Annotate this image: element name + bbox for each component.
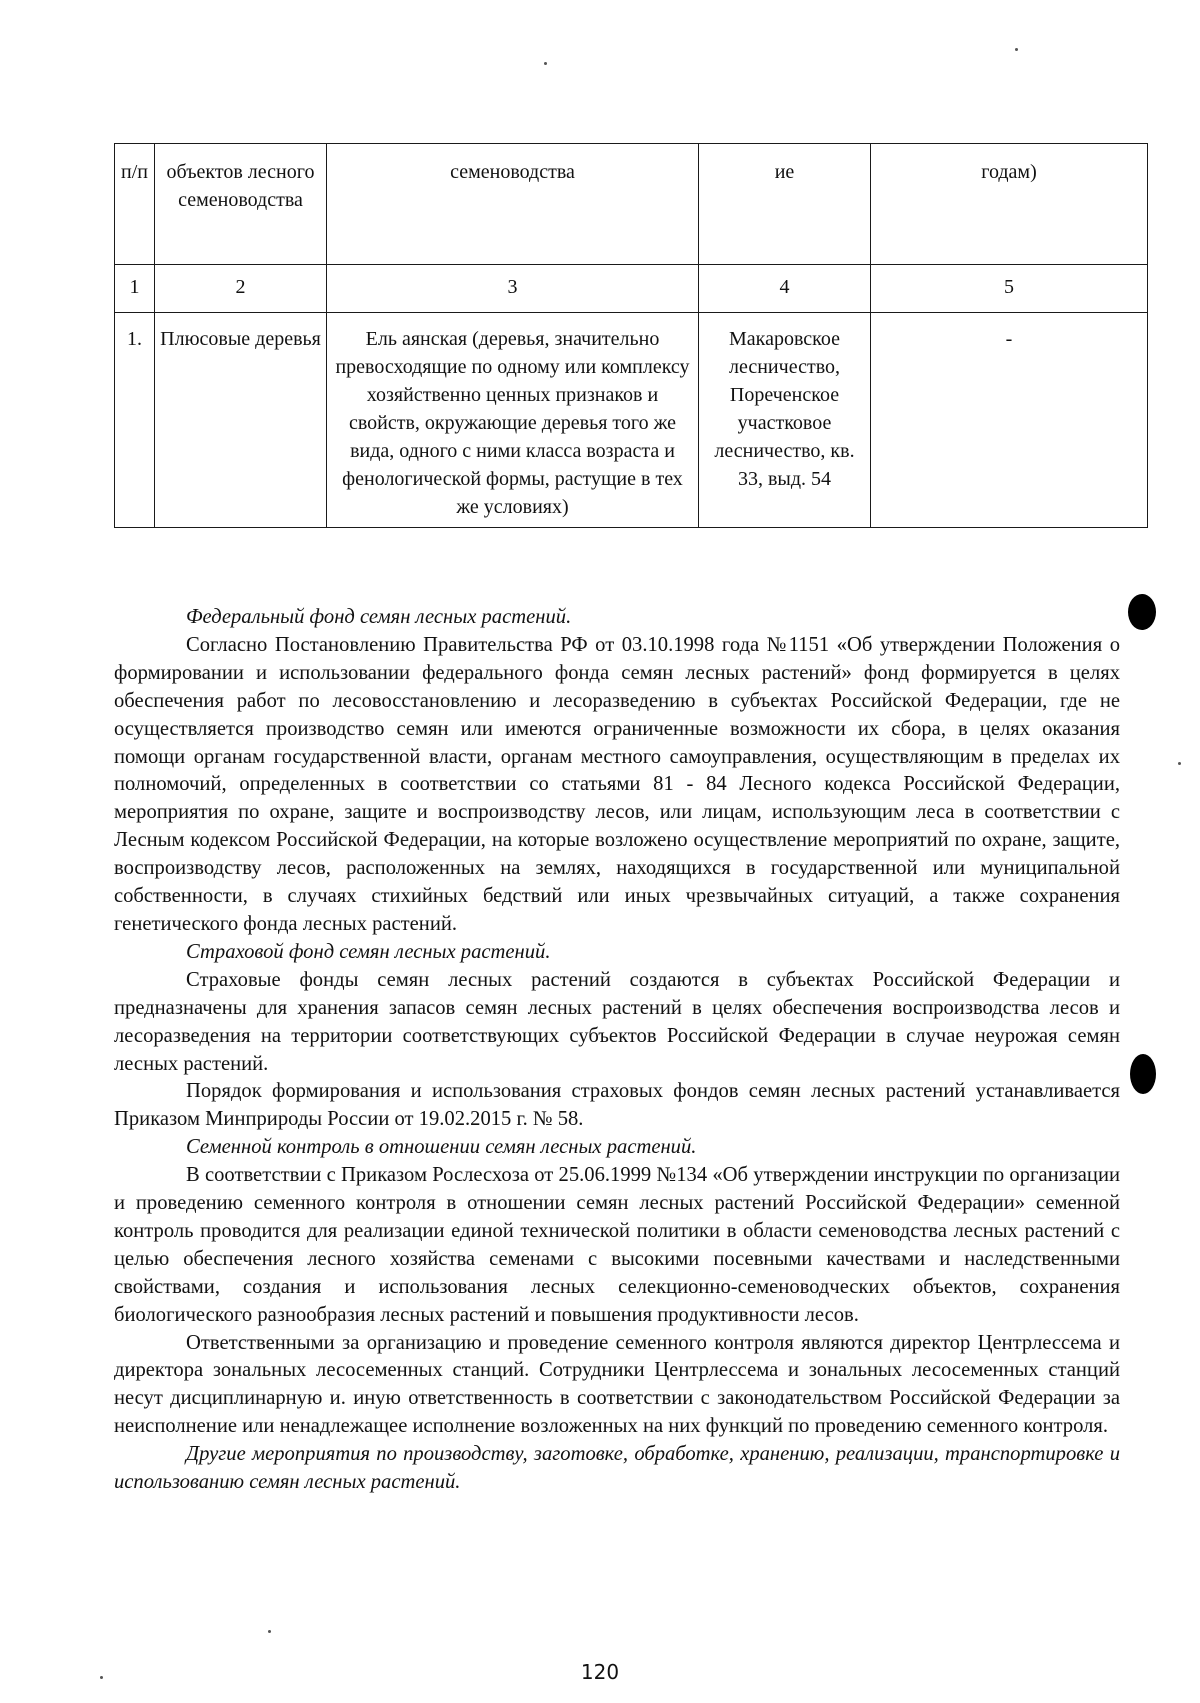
row-location: Макаровское лесничество, Пореченское участковое лесничество, кв. 33, выд. 54 [699, 313, 871, 528]
header-cell-location: ие [699, 144, 871, 265]
seed-objects-table [114, 143, 1148, 528]
column-number: 1 [115, 265, 155, 313]
federal-fund-paragraph: Согласно Постановлению Правительства РФ от 03.10.1998 года №1151 «Об утверждении Положения о формировании и использовании федерального фонда семян лесных растений» фонд формируется в целях обеспечения работ по лесовосстановлению и лесоразведению в субъектах Российской Федерации, где не осуществляется производство семян или имеются ограниченные возможности их сбора, в целях оказания помощи органам государственной власти, органам местного самоуправления, осуществляющим в пределах их полномочий, определенных в соответствии со статьями 81 - 84 Лесного кодекса Российской Федерации, мероприятия по охране, защите и воспроизводству лесов, или лицам, использующим леса в соответствии с Лесным кодексом Российской Федерации, на которые возложено осуществление мероприятий по охране, защите, воспроизводству лесов, расположенных на землях, находящихся в государственной или муниципальной собственности, в случаях стихийных бедствий или иных чрезвычайных ситуаций, а также сохранения генетического фонда лесных растений. [114, 633, 1120, 935]
insurance-fund-heading: Страховой фонд семян лесных растений. [186, 940, 551, 963]
column-number: 3 [327, 265, 699, 313]
column-number: 2 [155, 265, 327, 313]
seed-control-responsibility-paragraph: Ответственными за организацию и проведение семенного контроля являются директор Центрлессема и директора зональных лесосеменных станций. Сотрудники Центрлессема и зональных лесосеменных станций несут дисциплинарную и. иную ответственность в соответствии с законодательством Российской Федерации за неисполнение или ненадлежащее исполнение возложенных на них функций по проведению семенного контроля. [114, 1331, 1120, 1438]
other-measures-heading: Другие мероприятия по производству, заготовке, обработке, хранению, реализации, транспортировке и использованию семян лесных растений. [114, 1443, 1120, 1494]
page-number: 120 [580, 1660, 620, 1684]
column-number: 4 [699, 265, 871, 313]
header-cell-years: годам) [871, 144, 1148, 265]
insurance-fund-paragraph: Страховые фонды семян лесных растений создаются в субъектах Российской Федерации и предназначены для хранения запасов семян лесных растений в целях обеспечения воспроизводства лесов и лесоразведения на территории соответствующих субъектов Российской Федерации в случае неурожая семян лесных растений. [114, 968, 1120, 1075]
hole-punch-mark [1128, 594, 1156, 630]
table-header-row [115, 144, 1148, 265]
row-years: - [871, 313, 1148, 528]
row-description: Ель аянская (деревья, значительно превосходящие по одному или комплексу хозяйственно ценных признаков и свойств, окружающие деревья того же вида, одного с ними класса возраста и фенологической формы, растущие в тех же условиях) [327, 313, 699, 528]
table-row [115, 313, 1148, 528]
hole-punch-mark [1130, 1054, 1156, 1094]
scan-speck [100, 1676, 103, 1679]
column-number: 5 [871, 265, 1148, 313]
header-cell-seed-breeding: семеноводства [327, 144, 699, 265]
table-column-numbers-row [115, 265, 1148, 313]
header-cell-object-type: объектов лесного семеноводства [155, 144, 327, 265]
federal-fund-heading: Федеральный фонд семян лесных растений. [186, 606, 572, 628]
document-body [114, 604, 1120, 1497]
row-object-type: Плюсовые деревья [155, 313, 327, 528]
scan-speck [1015, 48, 1018, 51]
scan-speck [268, 1630, 271, 1633]
scan-speck [1178, 762, 1181, 765]
seed-control-heading: Семенной контроль в отношении семян лесных растений. [186, 1136, 697, 1159]
row-number: 1. [115, 313, 155, 528]
scan-speck [544, 62, 547, 65]
seed-control-paragraph: В соответствии с Приказом Рослесхоза от 25.06.1999 №134 «Об утверждении инструкции по организации и проведению семенного контроля в отношении семян лесных растений Российской Федерации» семенной контроль проводится для реализации единой технической политики в области семеноводства лесных растений с целью обеспечения лесного хозяйства семенами с высокими посевными качествами и наследственными свойствами, создания и использования лесных селекционно-семеноводческих объектов, сохранения биологического разнообразия лесных растений и повышения продуктивности лесов. [114, 1164, 1120, 1326]
insurance-fund-order-paragraph: Порядок формирования и использования страховых фондов семян лесных растений устанавливается Приказом Минприроды России от 19.02.2015 г. № 58. [114, 1080, 1120, 1131]
header-cell-number: п/п [115, 144, 155, 265]
